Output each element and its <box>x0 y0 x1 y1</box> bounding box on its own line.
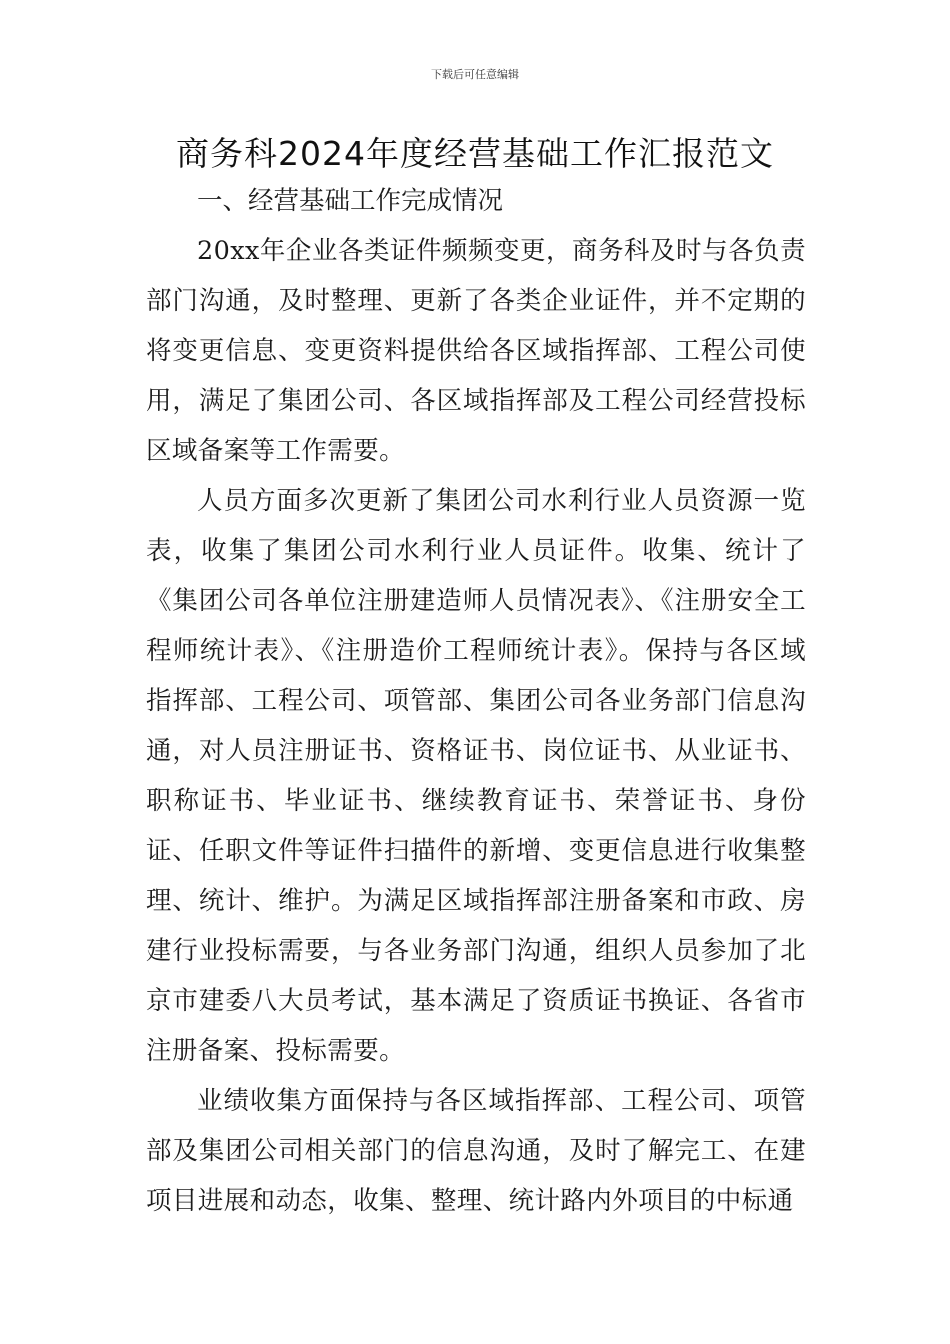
paragraph-personnel: 人员方面多次更新了集团公司水利行业人员资源一览表，收集了集团公司水利行业人员证件。收集、统计了《集团公司各单位注册建造师人员情况表》、《注册安全工程师统计表》、《注册造价工程师统计表》。保持与各区域指挥部、工程公司、项管部、集团公司各业务部门信息沟通，对人员注册证书、资格证书、岗位证书、从业证书、职称证书、毕业证书、继续教育证书、荣誉证书、身份证、任职文件等证件扫描件的新增、变更信息进行收集整理、统计、维护。为满足区域指挥部注册备案和市政、房建行业投标需要，与各业务部门沟通，组织人员参加了北京市建委八大员考试，基本满足了资质证书换证、各省市注册备案、投标需要。 <box>146 486 806 1066</box>
paragraph-performance: 业绩收集方面保持与各区域指挥部、工程公司、项管部及集团公司相关部门的信息沟通，及时了解完工、在建项目进展和动态，收集、整理、统计路内外项目的中标通 <box>146 1086 806 1216</box>
paragraph-certificates: 20xx年企业各类证件频频变更，商务科及时与各负责部门沟通，及时整理、更新了各类企业证件，并不定期的将变更信息、变更资料提供给各区域指挥部、工程公司使用，满足了集团公司、各区域指挥部及工程公司经营投标区域备案等工作需要。 <box>146 236 806 466</box>
section-heading: 一、经营基础工作完成情况 <box>197 186 504 216</box>
document-title: 商务科2024年度经营基础工作汇报范文 <box>176 134 774 173</box>
document-body <box>146 176 806 1226</box>
header-note: 下载后可任意编辑 <box>431 68 519 81</box>
